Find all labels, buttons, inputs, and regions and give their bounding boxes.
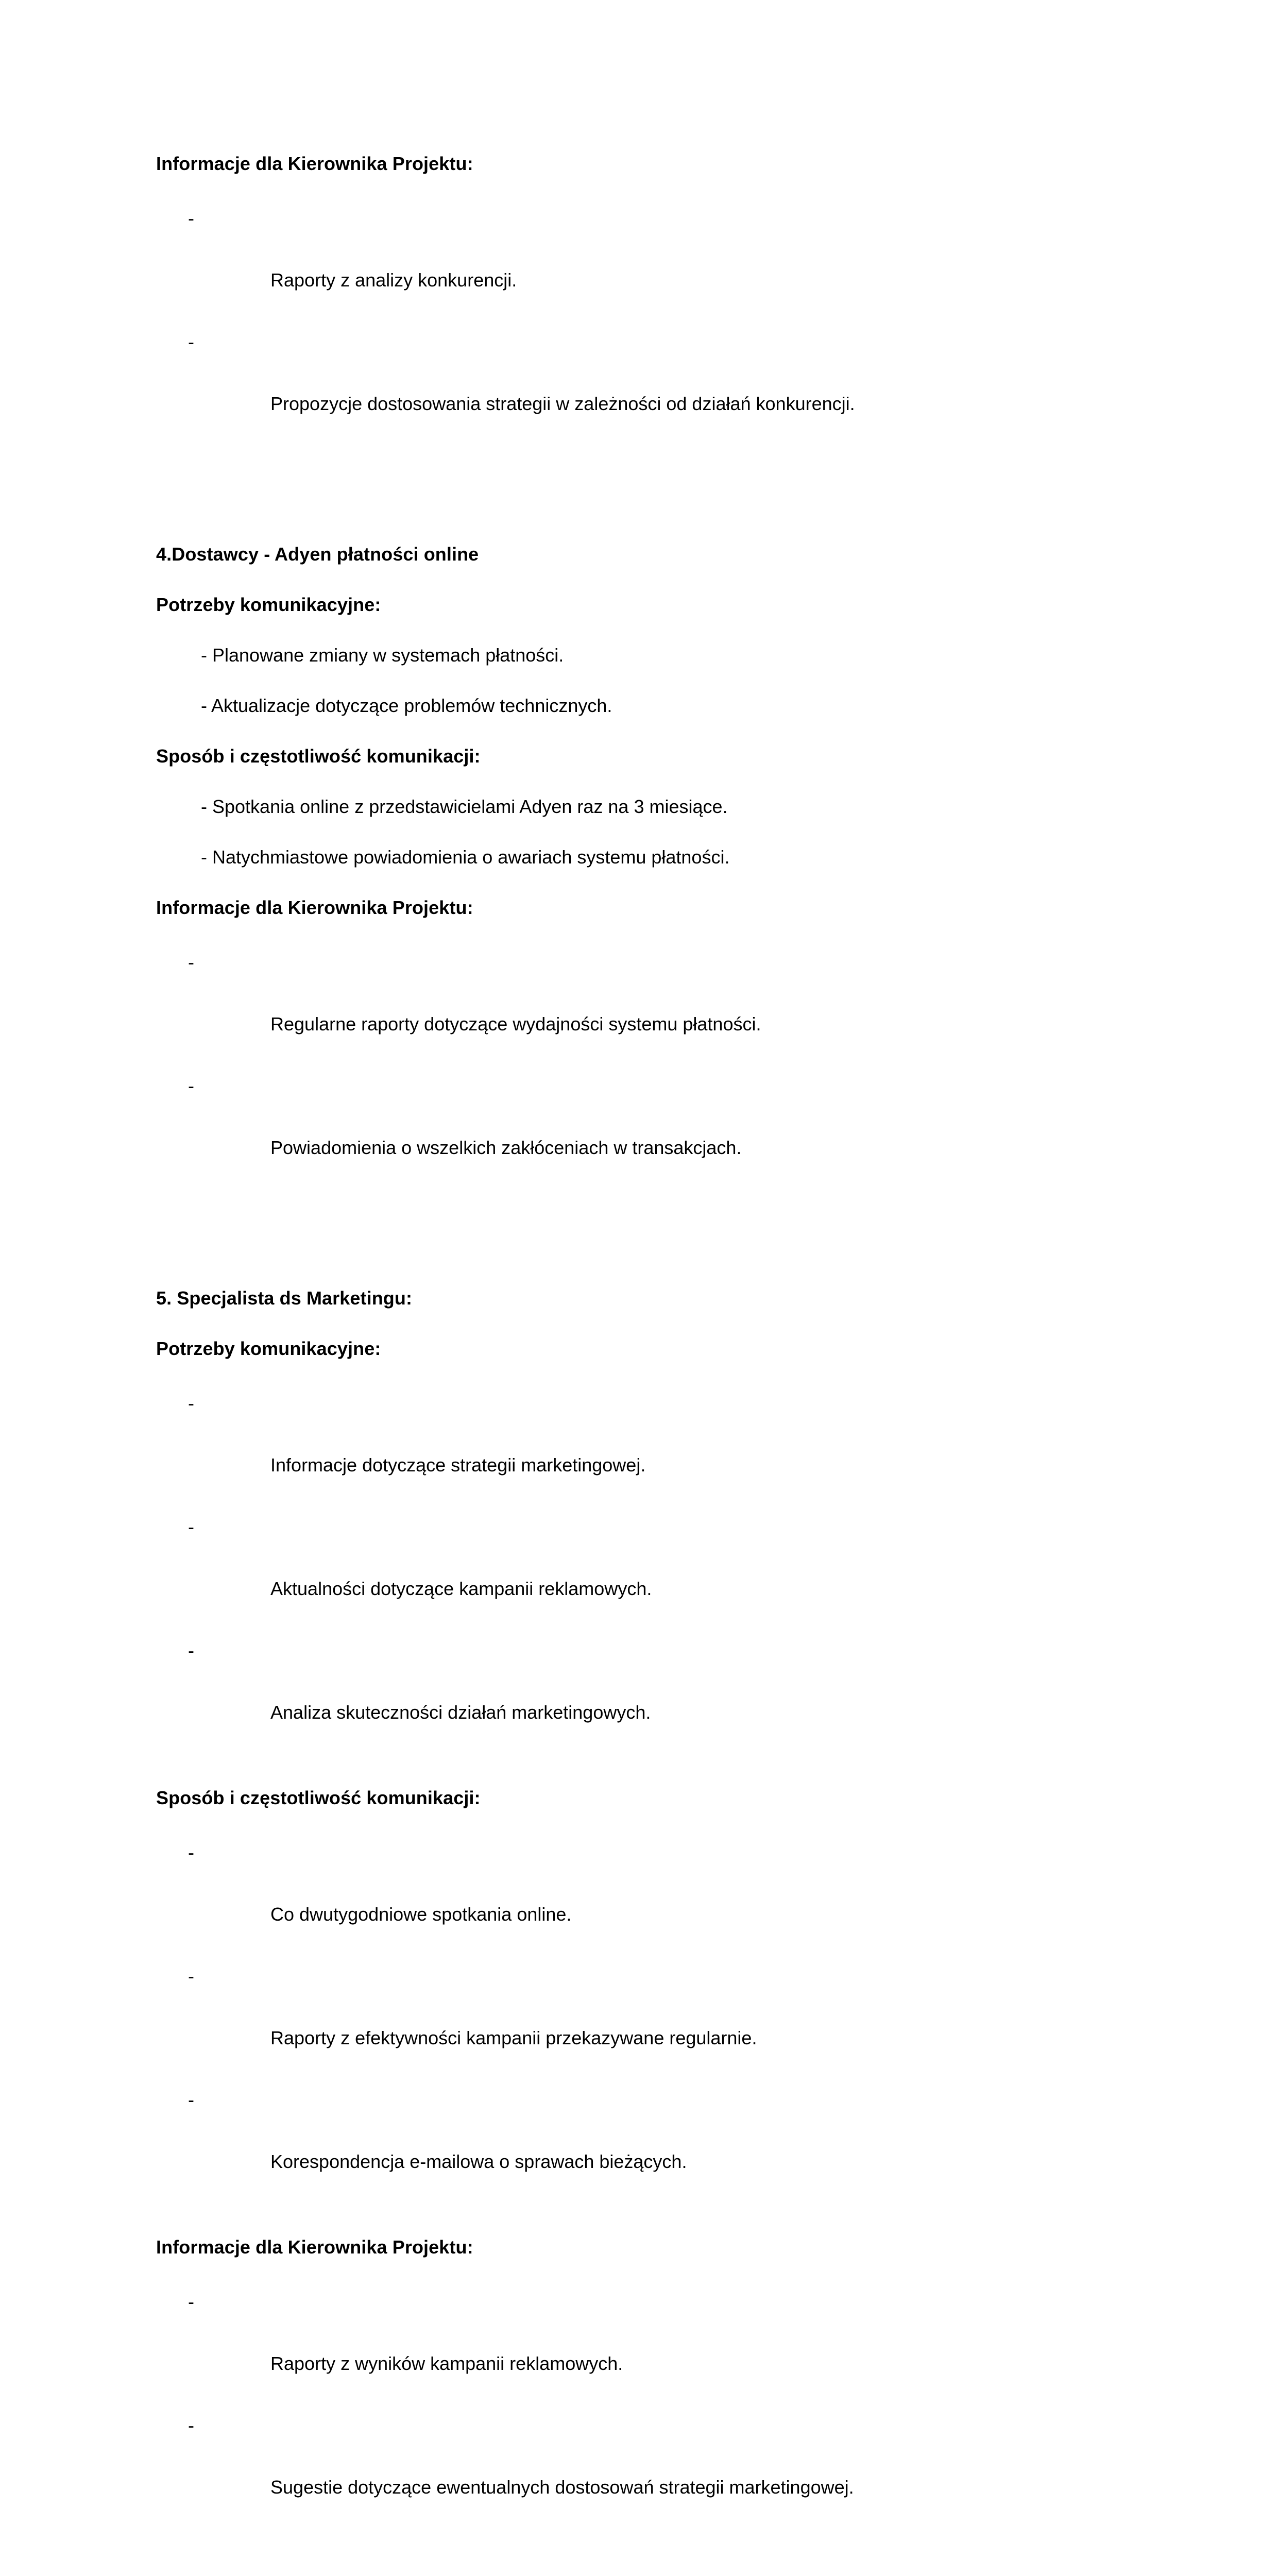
list-s5-needs [156,1388,1124,1759]
list-item [156,2286,1124,2410]
spacer [156,667,1124,694]
list-s4-pm-info [156,947,1124,1194]
list-item [156,947,1124,1071]
s4-needs-item-2: - Aktualizacje dotyczące problemów technicznych. [201,695,612,716]
list-item [156,2410,1124,2534]
list-item [156,1512,1124,1635]
spacer [156,1194,1124,1272]
s4-needs-item-1: - Planowane zmiany w systemach płatności. [201,645,564,666]
list-item [156,327,1124,450]
list-item-label: Raporty z wyników kampanii reklamowych. [270,2353,623,2374]
list-item-label: Analiza skuteczności działań marketingowych. [270,1702,651,1723]
bullet-dash-icon: - [188,1516,194,1537]
spacer [156,2534,1124,2576]
bullet-dash-icon: - [188,2291,194,2312]
bullet-dash-icon: - [188,2415,194,2436]
heading-s5-needs: Potrzeby komunikacyjne: [156,1338,381,1359]
heading-s4-needs: Potrzeby komunikacyjne: [156,594,381,615]
list-item-label: Regularne raporty dotyczące wydajności systemu płatności. [270,1013,761,1035]
spacer [156,616,1124,644]
heading-section-4: 4.Dostawcy - Adyen płatności online [156,544,479,565]
spacer [156,717,1124,745]
list-item-label: Raporty z analizy konkurencji. [270,269,517,291]
heading-s5-method: Sposób i częstotliwość komunikacji: [156,1787,481,1808]
spacer [156,175,1124,203]
bullet-dash-icon: - [188,208,194,229]
list-item [156,2084,1124,2208]
spacer [156,1809,1124,1837]
list-item [156,203,1124,327]
list-item-label: Raporty z efektywności kampanii przekazywane regularnie. [270,2027,757,2048]
heading-s4-pm-info: Informacje dla Kierownika Projektu: [156,897,473,918]
list-s5-pm-info [156,2286,1124,2534]
spacer [156,1310,1124,1337]
spacer [156,1272,1124,1287]
heading-s3-pm-info: Informacje dla Kierownika Projektu: [156,153,473,174]
spacer [156,768,1124,795]
bullet-dash-icon: - [188,1842,194,1863]
heading-section-5: 5. Specjalista ds Marketingu: [156,1287,413,1309]
list-item-label: Aktualności dotyczące kampanii reklamowych. [270,1578,652,1599]
list-item [156,1388,1124,1512]
spacer [156,869,1124,896]
list-item [156,1071,1124,1194]
spacer [156,450,1124,528]
bullet-dash-icon: - [188,2089,194,2110]
list-item [156,1635,1124,1759]
heading-s4-method: Sposób i częstotliwość komunikacji: [156,745,481,767]
list-item-label: Sugestie dotyczące ewentualnych dostosowań strategii marketingowej. [270,2477,854,2498]
bullet-dash-icon: - [188,952,194,973]
list-s5-method [156,1837,1124,2208]
spacer [156,1759,1124,1787]
spacer [156,2208,1124,2236]
list-item [156,1961,1124,2084]
list-item-label: Powiadomienia o wszelkich zakłóceniach w transakcjach. [270,1137,742,1158]
document-body [156,152,1124,2576]
list-item-label: Informacje dotyczące strategii marketingowej. [270,1454,646,1476]
list-item-label: Korespondencja e-mailowa o sprawach bieżących. [270,2151,687,2172]
list-item [156,1837,1124,1961]
s4-method-item-1: - Spotkania online z przedstawicielami Adyen raz na 3 miesiące. [201,796,728,817]
spacer [156,818,1124,846]
bullet-dash-icon: - [188,1075,194,1096]
list-item-label: Propozycje dostosowania strategii w zależności od działań konkurencji. [270,393,855,414]
bullet-dash-icon: - [188,331,194,352]
spacer [156,566,1124,594]
bullet-dash-icon: - [188,1393,194,1414]
spacer [156,919,1124,947]
list-s3-pm-info [156,203,1124,450]
list-item-label: Co dwutygodniowe spotkania online. [270,1904,572,1925]
spacer [156,528,1124,543]
heading-s5-pm-info: Informacje dla Kierownika Projektu: [156,2236,473,2258]
bullet-dash-icon: - [188,1965,194,1987]
bullet-dash-icon: - [188,1640,194,1661]
spacer [156,1360,1124,1388]
s4-method-item-2: - Natychmiastowe powiadomienia o awariach systemu płatności. [201,846,730,868]
spacer [156,2259,1124,2286]
